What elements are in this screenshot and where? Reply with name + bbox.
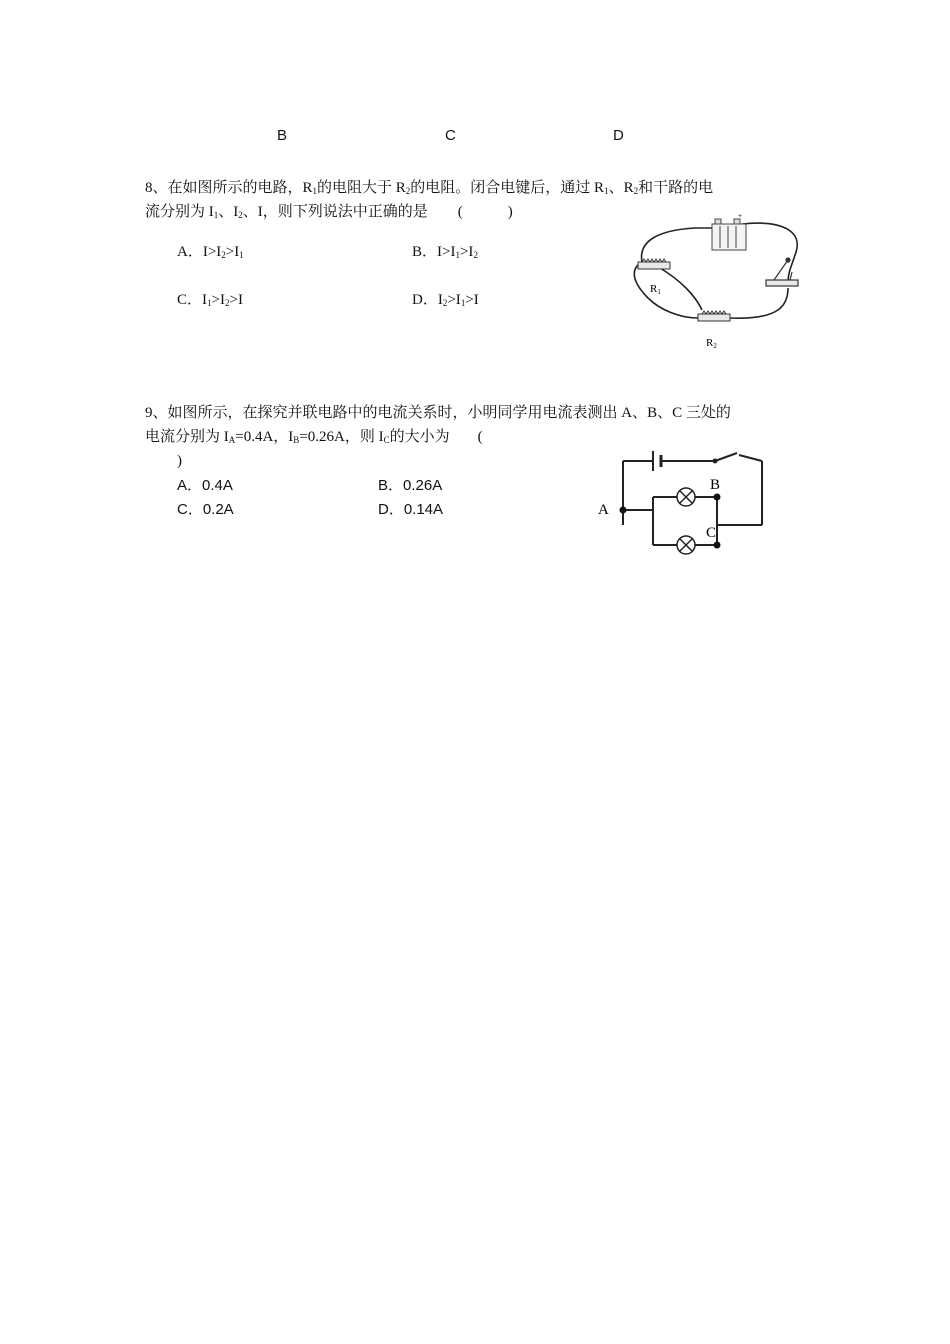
q8-text-1d: 、R [608, 180, 634, 196]
option-text: >I [459, 244, 474, 260]
q9-bracket-open: ( [477, 429, 483, 445]
q9-number: 9、 [145, 405, 168, 421]
sub-c: C [383, 435, 390, 445]
q8-bracket: ( ) [457, 204, 513, 220]
sub-a: A [228, 435, 236, 445]
q9-text-2c: =0.26A，则 I [299, 429, 384, 445]
q8-option-d [412, 288, 479, 312]
sub-1: 1 [239, 250, 244, 260]
option-text: >I [465, 292, 479, 308]
sub-b: B [293, 435, 300, 445]
label-b: B [277, 127, 288, 144]
option-text: I>I [437, 244, 456, 260]
lamp-b-icon [677, 488, 695, 506]
q8-text-2b: 、I [218, 204, 239, 220]
sub-2: 2 [633, 186, 639, 196]
sub-1: 1 [207, 298, 212, 308]
option-text: I [202, 292, 208, 308]
figure-label-c: C [706, 525, 717, 541]
sub-1: 1 [604, 186, 609, 196]
q9-text-2a: 电流分别为 I [145, 429, 229, 445]
q9-option-c: C．0.2A [177, 501, 234, 518]
q9-text-1: 如图所示，在探究并联电路中的电流关系时，小明同学用电流表测出 A、B、C 三处的 [167, 405, 731, 421]
option-prefix: A． [177, 244, 203, 260]
svg-text:+: + [738, 213, 743, 220]
q8-text-1a: 在如图所示的电路，R [167, 180, 313, 196]
option-text: >I [225, 244, 240, 260]
q8-option-c [177, 288, 243, 312]
figure-label-r1: R1 [650, 283, 661, 296]
option-prefix: B． [412, 244, 438, 260]
q8-number: 8、 [145, 180, 168, 196]
figure-label-r2: R2 [706, 337, 717, 350]
q9-option-a: A．0.4A [177, 477, 233, 494]
option-text: >I [447, 292, 461, 308]
q9-text-2d: 的大小为 [389, 429, 450, 445]
q8-text-1b: 的电阻大于 R [317, 180, 406, 196]
sub-2: 2 [473, 250, 478, 260]
node-a-dot [620, 507, 627, 514]
sub-1: 1 [455, 250, 460, 260]
q9-bracket-close: ) [177, 453, 182, 469]
q9-option-b: B．0.26A [378, 477, 443, 494]
q9-line-2 [145, 425, 483, 449]
q8-line-1 [145, 176, 713, 200]
q8-text-1c: 的电阻。闭合电键后，通过 R [410, 180, 605, 196]
sub-2: 2 [405, 186, 411, 196]
sub-2: 2 [224, 298, 230, 308]
sub-1: 1 [460, 298, 466, 308]
figure-label-b: B [710, 477, 721, 493]
q8-line-2 [145, 200, 513, 224]
option-text: I>I [202, 244, 222, 260]
q8-option-a [177, 240, 244, 264]
q8-circuit-figure [620, 210, 810, 355]
option-text: >I [229, 292, 243, 308]
option-text: >I [211, 292, 225, 308]
q9-text-2b: =0.4A，I [235, 429, 294, 445]
q8-text-2c: 、I，则下列说法中正确的是 [242, 204, 428, 220]
q8-text-2a: 流分别为 I [145, 204, 214, 220]
resistor-r2-icon [698, 311, 730, 321]
label-d: D [613, 127, 624, 144]
q8-option-b [412, 240, 478, 264]
sub-1: 1 [312, 186, 318, 196]
sub-1: 1 [213, 210, 219, 220]
label-c: C [445, 127, 456, 144]
q9-line-1 [145, 401, 731, 425]
battery-icon [712, 213, 746, 250]
figure-label-a: A [598, 502, 609, 518]
battery-symbol-icon [653, 451, 661, 471]
node-b-dot [714, 494, 721, 501]
q9-circuit-figure [595, 445, 775, 560]
sub-2: 2 [221, 250, 226, 260]
switch-symbol-icon [713, 453, 738, 464]
sub-2: 2 [238, 210, 243, 220]
q9-option-d: D．0.14A [378, 501, 444, 518]
option-prefix: D． [412, 292, 438, 308]
option-text: I [437, 292, 443, 308]
resistor-r1-icon [638, 259, 670, 269]
lamp-c-icon [677, 536, 695, 554]
option-prefix: C． [177, 292, 203, 308]
node-c-dot [714, 542, 721, 549]
sub-2: 2 [442, 298, 448, 308]
q8-text-1e: 和干路的电 [638, 180, 714, 196]
